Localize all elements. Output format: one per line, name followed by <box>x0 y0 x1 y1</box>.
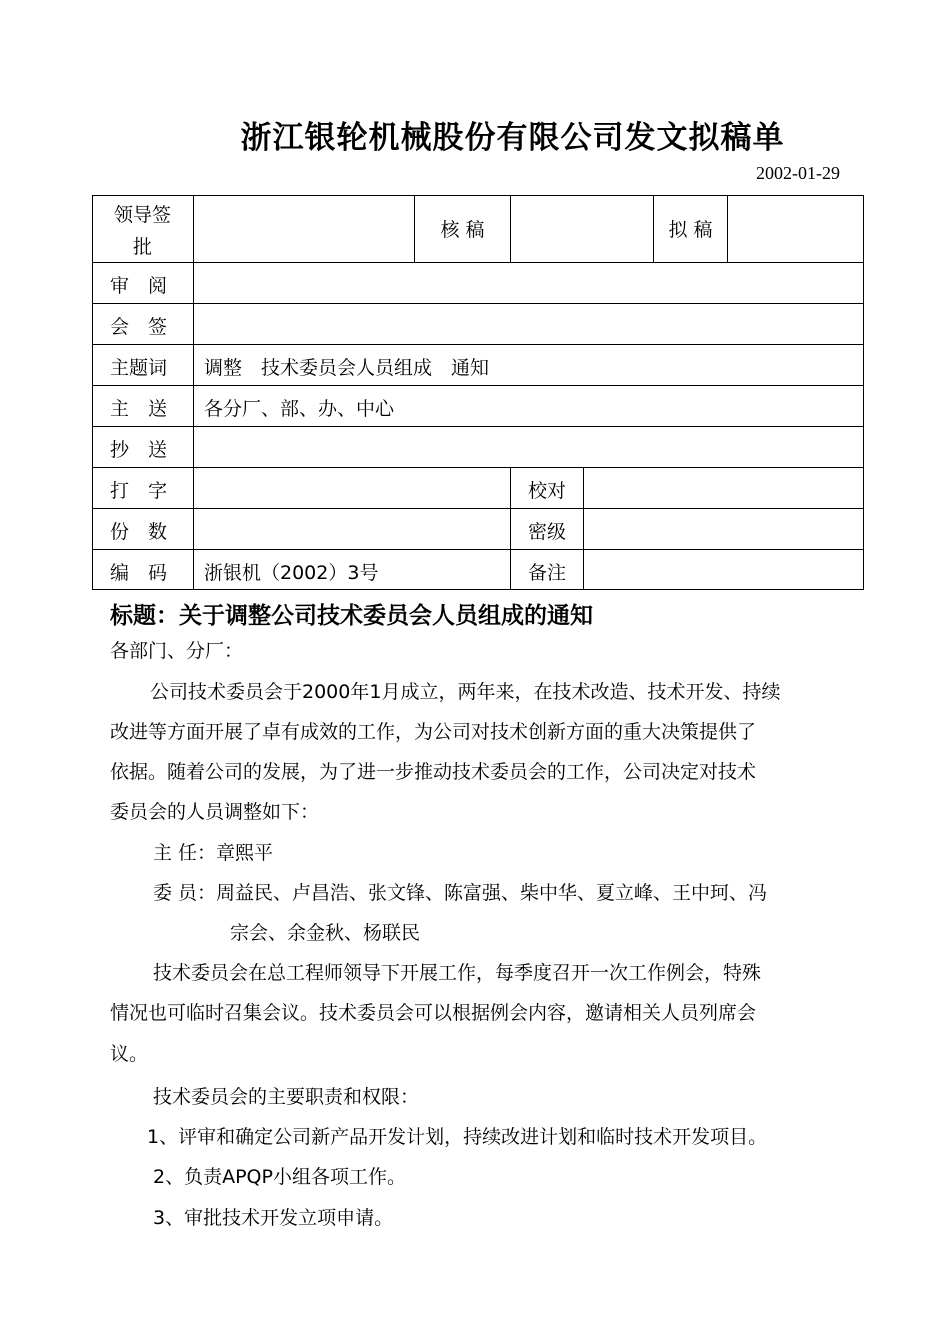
proofread-label: 校对 <box>527 480 566 502</box>
to-label: 主 送 <box>110 398 168 420</box>
members-line: 委 员：周益民、卢昌浩、张文锋、陈富强、柴中华、夏立峰、王中珂、冯 <box>153 882 768 904</box>
duty-item: 3、审批技术开发立项申请。 <box>153 1207 394 1229</box>
duty-item: 1、评审和确定公司新产品开发计划，持续改进计划和临时技术开发项目。 <box>147 1126 768 1148</box>
copies-field[interactable] <box>194 509 509 549</box>
table-rule <box>92 385 864 386</box>
secret-field[interactable] <box>584 509 862 549</box>
read-label: 审 阅 <box>110 275 168 297</box>
paragraph-line: 公司技术委员会于2000年1月成立，两年来，在技术改造、技术开发、持续 <box>150 681 781 703</box>
paragraph-line: 改进等方面开展了卓有成效的工作，为公司对技术创新方面的重大决策提供了 <box>110 721 757 743</box>
duty-item: 2、负责APQP小组各项工作。 <box>153 1166 406 1188</box>
cc-field[interactable] <box>194 427 862 467</box>
members-line: 宗会、余金秋、杨联民 <box>230 922 421 944</box>
duties-intro: 技术委员会的主要职责和权限： <box>153 1086 420 1108</box>
countersign-field[interactable] <box>194 304 862 344</box>
draft-form-table <box>92 195 864 590</box>
paragraph-line: 情况也可临时召集会议。技术委员会可以根据例会内容，邀请相关人员列席会 <box>110 1002 757 1024</box>
proofread-field[interactable] <box>584 468 862 508</box>
table-rule <box>863 195 864 590</box>
note-label: 备注 <box>527 562 566 584</box>
chair-line: 主 任：章熙平 <box>153 842 274 864</box>
code-value: 浙银机（2002）3号 <box>204 562 379 584</box>
notice-heading: 标题：关于调整公司技术委员会人员组成的通知 <box>110 603 593 629</box>
secret-label: 密级 <box>527 521 566 543</box>
typing-label: 打 字 <box>110 480 168 502</box>
leader-sign-label-2: 批 <box>132 236 152 258</box>
code-label: 编 码 <box>110 562 168 584</box>
subject-value: 调整 技术委员会人员组成 通知 <box>204 357 490 379</box>
typing-field[interactable] <box>194 468 509 508</box>
draft-field[interactable] <box>728 196 862 262</box>
paragraph-line: 技术委员会在总工程师领导下开展工作，每季度召开一次工作例会，特殊 <box>153 962 762 984</box>
paragraph-line: 议。 <box>110 1043 149 1065</box>
review-label: 核 稿 <box>440 219 485 241</box>
review-field[interactable] <box>511 196 652 262</box>
document-title: 浙江银轮机械股份有限公司发文拟稿单 <box>240 120 785 156</box>
draft-label: 拟 稿 <box>668 219 713 241</box>
paragraph-line: 委员会的人员调整如下： <box>110 801 320 823</box>
table-rule <box>92 344 864 345</box>
document-date: 2002-01-29 <box>756 163 840 183</box>
cc-label: 抄 送 <box>110 439 168 461</box>
read-field[interactable] <box>194 263 862 303</box>
subject-label: 主题词 <box>110 357 168 379</box>
leader-sign-label: 领导签 <box>113 204 171 226</box>
note-field[interactable] <box>584 550 862 589</box>
leader-sign-field[interactable] <box>194 196 413 262</box>
copies-label: 份 数 <box>110 521 168 543</box>
salutation: 各部门、分厂： <box>110 640 244 662</box>
table-rule <box>92 589 864 590</box>
paragraph-line: 依据。随着公司的发展，为了进一步推动技术委员会的工作，公司决定对技术 <box>110 761 757 783</box>
countersign-label: 会 签 <box>110 316 168 338</box>
to-value: 各分厂、部、办、中心 <box>204 398 395 420</box>
